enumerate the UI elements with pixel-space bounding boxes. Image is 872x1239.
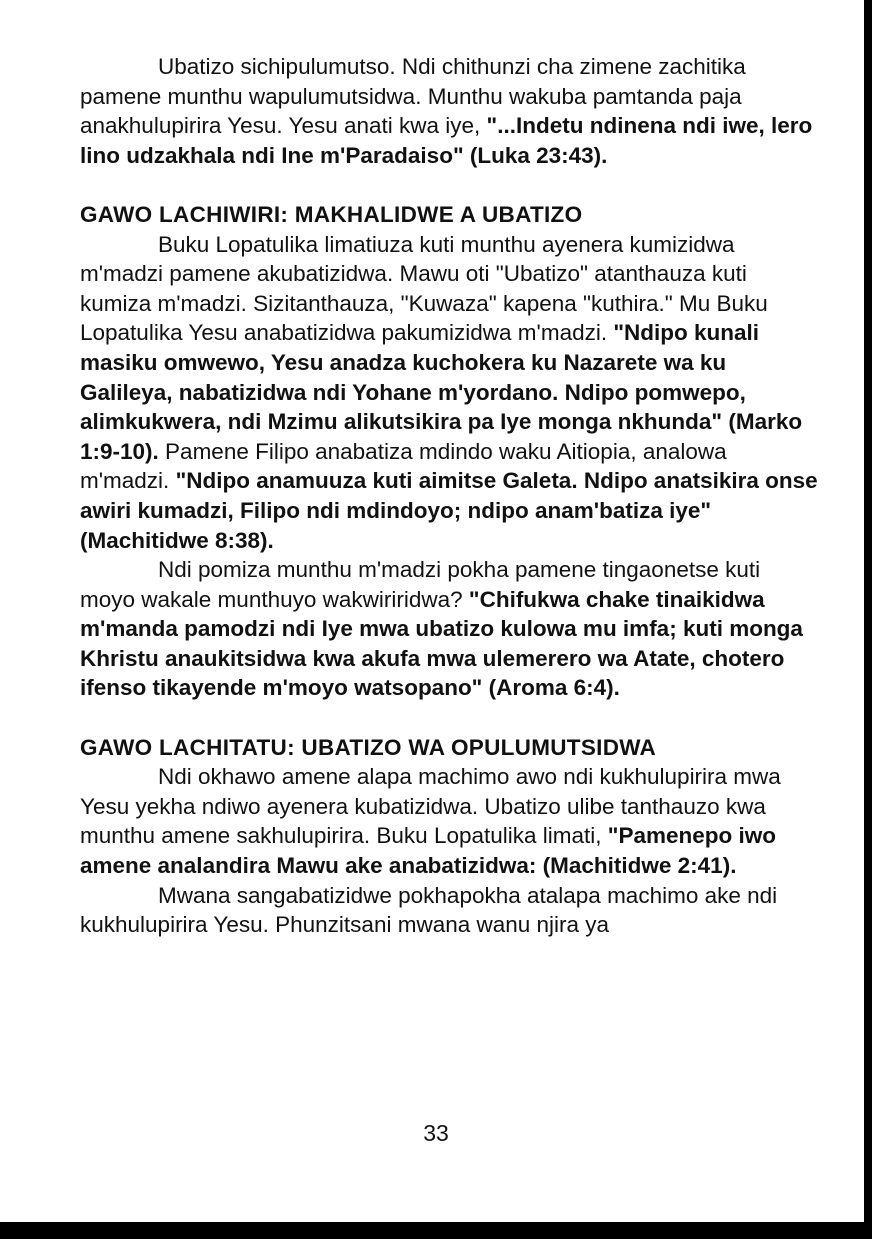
spacer <box>80 703 820 733</box>
section-3-heading: GAWO LACHITATU: UBATIZO WA OPULUMUTSIDWA <box>80 734 657 760</box>
section-2-paragraph-1 <box>80 230 820 556</box>
section-3-paragraph-1 <box>80 762 820 880</box>
section-2-heading: GAWO LACHIWIRI: MAKHALIDWE A UBATIZO <box>80 201 583 227</box>
section-2-quote-a: "Ndipo kunali masiku omwewo, Yesu anadza kuchokera ku Nazarete wa ku Galileya, nabatizidwa ndi Yohane m'yordano. Ndipo pomwepo, alimkukwera, ndi Mzimu alikutsikira pa Iye monga nkhunda" (Marko 1:9-10). <box>80 320 803 464</box>
page-body <box>80 52 820 940</box>
section-3-text-b: Mwana sangabatizidwe pokhapokha atalapa machimo ake ndi kukhulupirira Yesu. Phunzitsani mwana wanu njira ya <box>80 882 778 938</box>
page-edge-right <box>864 0 872 1239</box>
section-3-paragraph-2 <box>80 881 820 940</box>
section-3-text-a: Ndi okhawo amene alapa machimo awo ndi kukhulupirira mwa Yesu yekha ndiwo ayenera kubatizidwa. Ubatizo ulibe tanthauzo kwa munthu amene sakhulupirira. Buku Lopatulika limati, <box>80 764 781 849</box>
section-2-text-c: Ndi pomiza munthu m'madzi pokha pamene tingaonetse kuti moyo wakale munthuyo wakwiriridwa? <box>80 557 761 612</box>
section-2-text-b: Pamene Filipo anabatiza mdindo waku Aitiopia, analowa m'madzi. <box>80 438 727 494</box>
section-2-quote-b: "Ndipo anamuuza kuti aimitse Galeta. Ndipo anatsikira onse awiri kumadzi, Filipo ndi mdindoyo; ndipo anam'batiza iye" (Machitidwe 8:38). <box>80 468 818 553</box>
section-3-quote-a: "Pamenepo iwo amene analandira Mawu ake anabatizidwa: (Machitidwe 2:41). <box>80 823 776 879</box>
intro-text: Ubatizo sichipulumutso. Ndi chithunzi cha zimene zachitika pamene munthu wapulumutsidwa. Munthu wakuba pamtanda paja anakhulupirira Yesu. Yesu anati kwa iye, <box>80 54 746 139</box>
intro-paragraph <box>80 52 820 170</box>
spacer <box>80 170 820 200</box>
page-edge-bottom <box>0 1222 872 1239</box>
section-2-paragraph-2 <box>80 555 820 703</box>
section-2-text-a: Buku Lopatulika limatiuza kuti munthu ayenera kumizidwa m'madzi pamene akubatizidwa. Mawu oti "Ubatizo" atanthauza kuti kumiza m'madzi. Sizitanthauza, "Kuwaza" kapena "kuthira." Mu Buku Lopatulika Yesu anabatizidwa pakumizidwa m'madzi. <box>80 231 768 346</box>
section-2-quote-c: "Chifukwa chake tinaikidwa m'manda pamodzi ndi Iye mwa ubatizo kulowa mu imfa; kuti monga Khristu anaukitsidwa kwa akufa mwa ulemerero wa Atate, chotero ifenso tikayende m'moyo watsopano" (Aroma 6:4). <box>80 586 803 701</box>
page-number: 33 <box>423 1120 449 1146</box>
intro-scripture-quote: "...Indetu ndinena ndi iwe, lero lino udzakhala ndi Ine m'Paradaiso" (Luka 23:43). <box>80 113 813 168</box>
